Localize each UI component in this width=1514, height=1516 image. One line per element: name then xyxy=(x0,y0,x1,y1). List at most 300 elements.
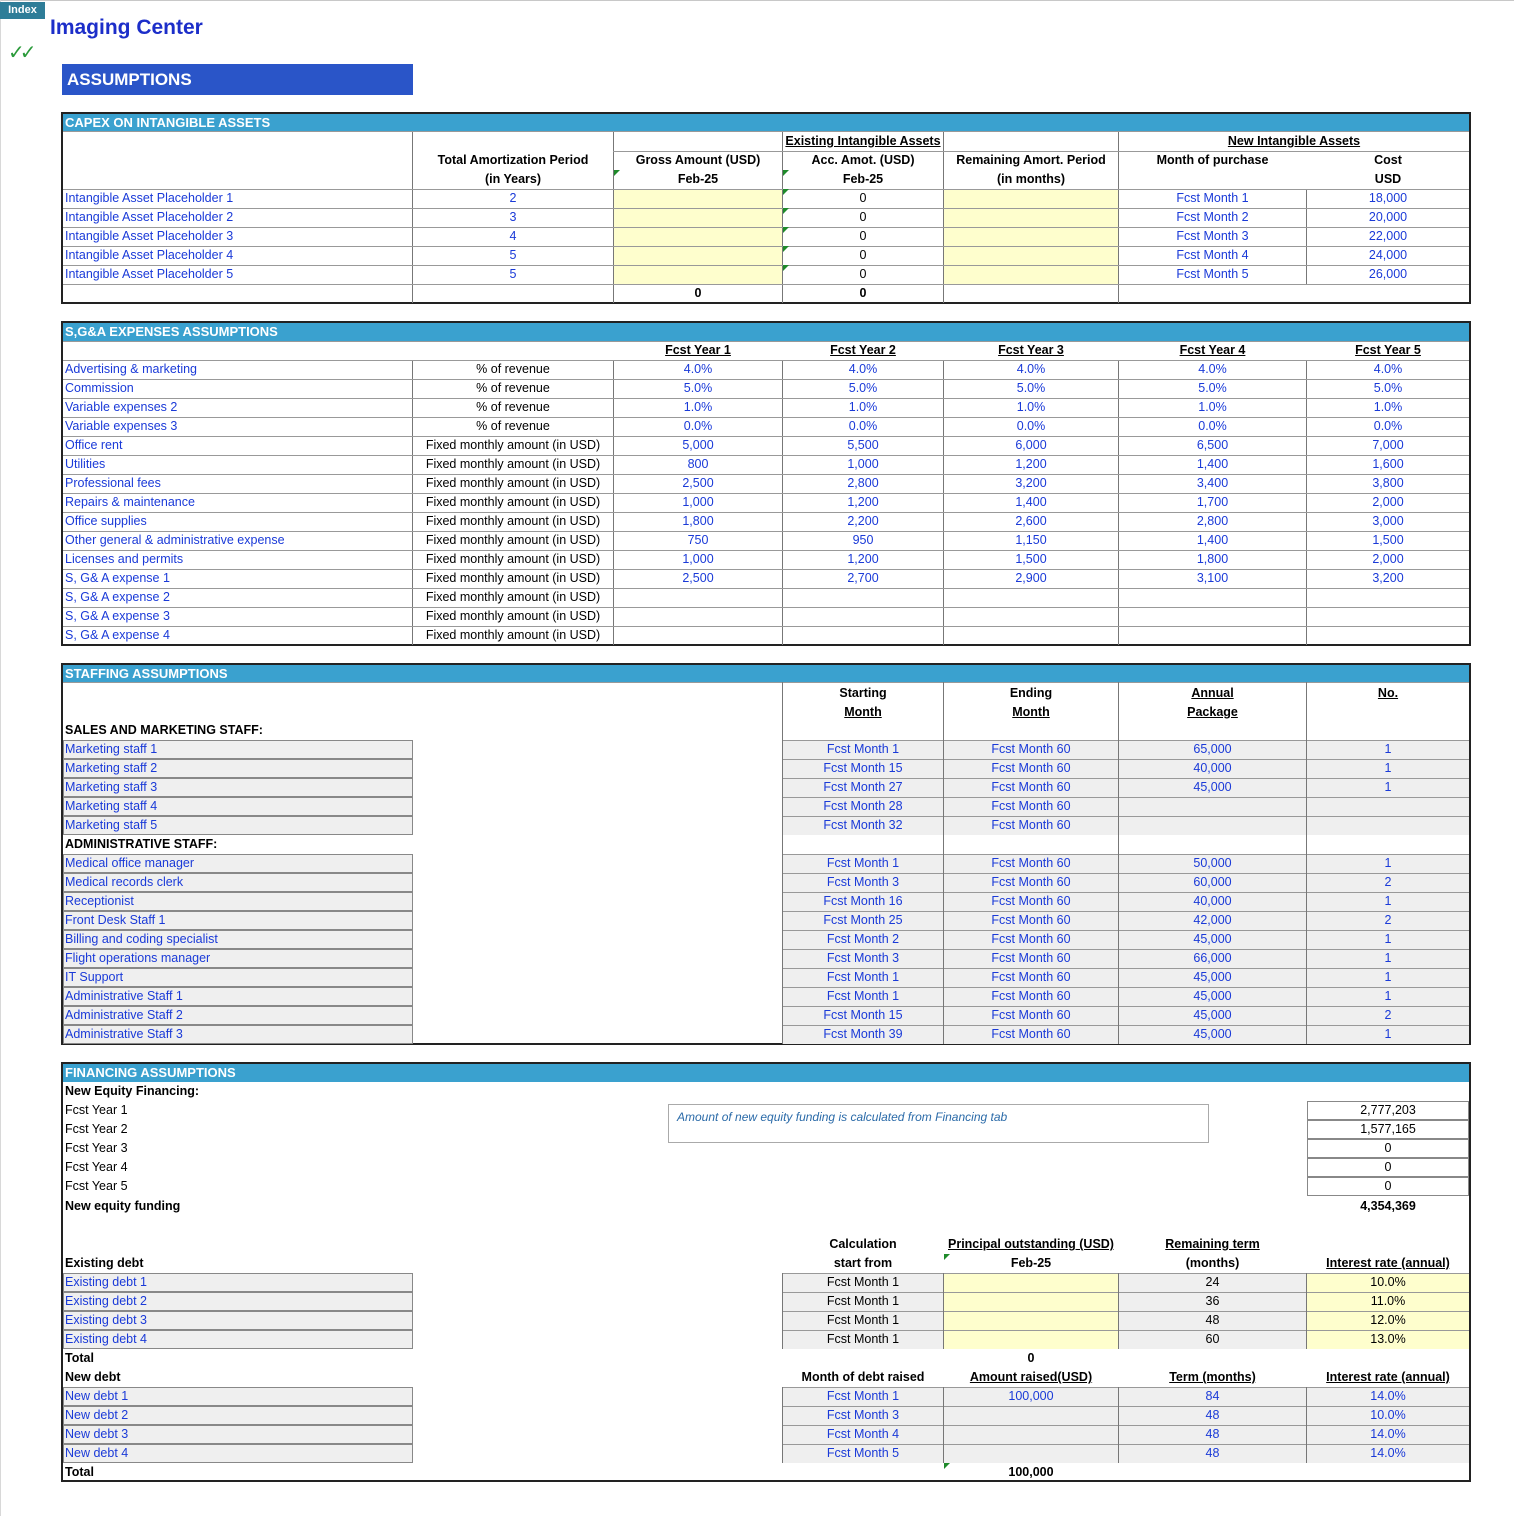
expense-value[interactable]: 5.0% xyxy=(848,381,878,395)
expense-value[interactable] xyxy=(1119,607,1306,626)
expense-value[interactable]: 5.0% xyxy=(1373,381,1403,395)
expense-basis: % of revenue xyxy=(476,400,550,414)
expense-value[interactable]: 3,200 xyxy=(1015,476,1047,490)
expense-value[interactable]: 2,800 xyxy=(1196,514,1229,528)
expense-name[interactable]: Commission xyxy=(65,381,134,395)
expense-value[interactable] xyxy=(1119,588,1306,607)
staff-package[interactable] xyxy=(1119,797,1306,816)
grid-line xyxy=(782,854,783,1044)
staff-number[interactable]: 2 xyxy=(1384,913,1392,927)
expense-name[interactable]: S, G& A expense 1 xyxy=(65,571,170,585)
col-total-amort: Total Amortization Period xyxy=(437,153,589,167)
expense-value[interactable]: 5.0% xyxy=(1016,381,1046,395)
expense-basis: Fixed monthly amount (in USD) xyxy=(425,590,601,604)
equity-total: 4,354,369 xyxy=(1360,1199,1416,1213)
staff-end[interactable]: Fcst Month 60 xyxy=(991,989,1071,1003)
col-month: Month of purchase xyxy=(1156,153,1269,167)
staff-package[interactable]: 40,000 xyxy=(1193,894,1232,908)
col-principal-sub: Feb-25 xyxy=(1010,1256,1052,1270)
asset-acc: 0 xyxy=(859,210,867,224)
existing-debt-term: 60 xyxy=(1205,1332,1220,1346)
admin-staff-label: ADMINISTRATIVE STAFF: xyxy=(65,837,218,851)
expense-value[interactable]: 4.0% xyxy=(1198,362,1227,376)
remaining-input xyxy=(944,266,1118,284)
new-debt-name[interactable]: New debt 4 xyxy=(65,1446,129,1460)
staff-number[interactable]: 1 xyxy=(1384,780,1392,794)
existing-debt-rate[interactable]: 12.0% xyxy=(1370,1313,1406,1327)
grid-line xyxy=(943,1273,944,1349)
col-start-sub: Month xyxy=(844,705,882,719)
expense-value[interactable]: 0.0% xyxy=(1373,419,1403,433)
expense-value[interactable]: 2,500 xyxy=(682,571,714,585)
expense-basis: Fixed monthly amount (in USD) xyxy=(425,609,601,623)
expense-value[interactable]: 2,200 xyxy=(847,514,879,528)
expense-value[interactable]: 1.0% xyxy=(848,400,878,414)
new-debt-term[interactable]: 48 xyxy=(1205,1408,1220,1422)
staff-start[interactable]: Fcst Month 15 xyxy=(823,1008,903,1022)
expense-name[interactable]: Repairs & maintenance xyxy=(65,495,195,509)
staff-package[interactable]: 45,000 xyxy=(1193,970,1232,984)
staff-start[interactable]: Fcst Month 15 xyxy=(823,761,903,775)
top-border xyxy=(0,0,1514,1)
expense-value[interactable]: 4.0% xyxy=(683,362,713,376)
expense-value[interactable]: 1,500 xyxy=(1372,533,1404,547)
staff-end[interactable]: Fcst Month 60 xyxy=(991,970,1071,984)
new-debt-month[interactable]: Fcst Month 3 xyxy=(826,1408,900,1422)
new-total-label: Total xyxy=(65,1465,94,1479)
expense-value[interactable]: 5,000 xyxy=(682,438,714,452)
expense-value[interactable]: 2,800 xyxy=(847,476,879,490)
gross-input xyxy=(614,228,782,246)
staff-end[interactable]: Fcst Month 60 xyxy=(991,1008,1071,1022)
grid-line xyxy=(782,1273,783,1349)
staff-start[interactable]: Fcst Month 39 xyxy=(823,1027,903,1041)
equity-year: Fcst Year 2 xyxy=(65,1122,128,1136)
expense-value[interactable]: 3,800 xyxy=(1372,476,1404,490)
expense-value[interactable]: 2,900 xyxy=(1015,571,1047,585)
comment-marker-icon xyxy=(783,265,789,271)
staff-end[interactable]: Fcst Month 60 xyxy=(991,799,1071,813)
staff-name[interactable]: Administrative Staff 2 xyxy=(65,1008,183,1022)
existing-debt-start: Fcst Month 1 xyxy=(826,1275,900,1289)
asset-name[interactable]: Intangible Asset Placeholder 3 xyxy=(65,229,234,243)
staff-name[interactable]: Marketing staff 1 xyxy=(65,742,158,756)
staff-start[interactable]: Fcst Month 3 xyxy=(826,951,900,965)
expense-value[interactable] xyxy=(614,607,782,626)
existing-debt-name[interactable]: Existing debt 4 xyxy=(65,1332,147,1346)
page-title: Imaging Center xyxy=(50,16,203,39)
staff-start[interactable]: Fcst Month 2 xyxy=(826,932,900,946)
expense-value[interactable]: 950 xyxy=(852,533,874,547)
existing-debt-start: Fcst Month 1 xyxy=(826,1332,900,1346)
staff-name[interactable]: Administrative Staff 3 xyxy=(65,1027,183,1041)
year-header: Fcst Year 3 xyxy=(998,343,1064,357)
equity-value: 1,577,165 xyxy=(1360,1122,1416,1136)
new-debt-amount[interactable] xyxy=(944,1406,1118,1425)
staff-name[interactable]: IT Support xyxy=(65,970,124,984)
staff-end[interactable]: Fcst Month 60 xyxy=(991,818,1071,832)
new-debt-month[interactable]: Fcst Month 5 xyxy=(826,1446,900,1460)
existing-debt-rate[interactable]: 11.0% xyxy=(1370,1294,1406,1308)
staff-number[interactable]: 1 xyxy=(1384,856,1392,870)
staff-name[interactable]: Front Desk Staff 1 xyxy=(65,913,166,927)
staff-end[interactable]: Fcst Month 60 xyxy=(991,951,1071,965)
equity-year: Fcst Year 3 xyxy=(65,1141,128,1155)
existing-debt-label: Existing debt xyxy=(65,1256,144,1270)
col-end-sub: Month xyxy=(1012,705,1050,719)
expense-value[interactable] xyxy=(1307,588,1469,607)
col-acc-sub: Feb-25 xyxy=(842,172,884,186)
expense-value[interactable]: 6,000 xyxy=(1015,438,1047,452)
new-debt-label: New debt xyxy=(65,1370,121,1384)
col-remaining: Remaining Amort. Period xyxy=(956,153,1106,167)
staff-number[interactable]: 1 xyxy=(1384,932,1392,946)
staff-number[interactable]: 1 xyxy=(1384,761,1392,775)
staff-name[interactable]: Marketing staff 2 xyxy=(65,761,158,775)
staff-number[interactable]: 1 xyxy=(1384,951,1392,965)
expense-name[interactable]: S, G& A expense 2 xyxy=(65,590,170,604)
expense-value[interactable]: 3,400 xyxy=(1196,476,1229,490)
expense-value[interactable]: 1,400 xyxy=(1196,533,1229,547)
staff-number[interactable]: 1 xyxy=(1384,1027,1392,1041)
new-debt-term[interactable]: 48 xyxy=(1205,1427,1220,1441)
existing-debt-name[interactable]: Existing debt 3 xyxy=(65,1313,147,1327)
staff-name[interactable]: Marketing staff 4 xyxy=(65,799,158,813)
staff-package[interactable]: 65,000 xyxy=(1193,742,1232,756)
expense-value[interactable]: 4.0% xyxy=(1373,362,1403,376)
new-debt-amount[interactable] xyxy=(944,1444,1118,1463)
asset-name[interactable]: Intangible Asset Placeholder 2 xyxy=(65,210,234,224)
col-calc-sub: start from xyxy=(833,1256,893,1270)
asset-cost[interactable]: 20,000 xyxy=(1368,210,1408,224)
existing-debt-term: 36 xyxy=(1205,1294,1220,1308)
expense-value[interactable] xyxy=(783,588,943,607)
staff-package[interactable]: 66,000 xyxy=(1193,951,1232,965)
staff-name[interactable]: Administrative Staff 1 xyxy=(65,989,183,1003)
expense-value[interactable]: 1,150 xyxy=(1015,533,1047,547)
asset-period[interactable]: 5 xyxy=(509,248,517,262)
expense-name[interactable]: Licenses and permits xyxy=(65,552,184,566)
grid-line xyxy=(782,1387,783,1463)
expense-value[interactable]: 1.0% xyxy=(1016,400,1046,414)
new-debt-amount[interactable] xyxy=(944,1425,1118,1444)
new-debt-rate[interactable]: 14.0% xyxy=(1370,1389,1406,1403)
staff-start[interactable]: Fcst Month 1 xyxy=(826,989,900,1003)
asset-acc: 0 xyxy=(859,191,867,205)
col-cost: Cost xyxy=(1374,153,1402,167)
expense-name[interactable]: Advertising & marketing xyxy=(65,362,198,376)
new-debt-rate[interactable]: 14.0% xyxy=(1370,1446,1406,1460)
expense-name[interactable]: Variable expenses 3 xyxy=(65,419,178,433)
expense-value[interactable] xyxy=(783,607,943,626)
equity-label: New Equity Financing: xyxy=(65,1084,200,1098)
staff-end[interactable]: Fcst Month 60 xyxy=(991,780,1071,794)
expense-name[interactable]: Professional fees xyxy=(65,476,161,490)
expense-value[interactable]: 1,000 xyxy=(682,495,714,509)
col-number: No. xyxy=(1377,686,1399,700)
expense-value[interactable]: 5.0% xyxy=(683,381,713,395)
comment-marker-icon xyxy=(783,170,789,176)
new-debt-name[interactable]: New debt 1 xyxy=(65,1389,129,1403)
staff-end[interactable]: Fcst Month 60 xyxy=(991,913,1071,927)
expense-value[interactable]: 1,400 xyxy=(1015,495,1047,509)
expense-value[interactable]: 6,500 xyxy=(1196,438,1229,452)
expense-name[interactable]: S, G& A expense 3 xyxy=(65,609,170,623)
expense-value[interactable]: 5,500 xyxy=(847,438,879,452)
expense-value[interactable]: 2,600 xyxy=(1015,514,1047,528)
staff-start[interactable]: Fcst Month 16 xyxy=(823,894,903,908)
existing-total-label: Total xyxy=(65,1351,94,1365)
new-debt-name[interactable]: New debt 3 xyxy=(65,1427,129,1441)
expense-value[interactable] xyxy=(614,626,782,645)
expense-value[interactable] xyxy=(944,588,1118,607)
staff-end[interactable]: Fcst Month 60 xyxy=(991,875,1071,889)
staff-number[interactable]: 1 xyxy=(1384,970,1392,984)
expense-value[interactable]: 0.0% xyxy=(683,419,713,433)
staff-end[interactable]: Fcst Month 60 xyxy=(991,932,1071,946)
staff-start[interactable]: Fcst Month 27 xyxy=(823,780,903,794)
expense-value[interactable]: 2,500 xyxy=(682,476,714,490)
asset-name[interactable]: Intangible Asset Placeholder 4 xyxy=(65,248,234,262)
expense-value[interactable]: 3,100 xyxy=(1196,571,1229,585)
existing-debt-rate[interactable]: 13.0% xyxy=(1370,1332,1406,1346)
new-debt-term[interactable]: 48 xyxy=(1205,1446,1220,1460)
staffing-title: STAFFING ASSUMPTIONS xyxy=(63,665,1469,683)
asset-period[interactable]: 3 xyxy=(509,210,517,224)
new-debt-month[interactable]: Fcst Month 1 xyxy=(826,1389,900,1403)
grid-line xyxy=(1118,740,1119,835)
staff-number[interactable]: 1 xyxy=(1384,894,1392,908)
expense-value[interactable] xyxy=(1307,626,1469,645)
staff-start[interactable]: Fcst Month 3 xyxy=(826,875,900,889)
expense-basis: Fixed monthly amount (in USD) xyxy=(425,533,601,547)
expense-basis: Fixed monthly amount (in USD) xyxy=(425,476,601,490)
expense-value[interactable]: 1,800 xyxy=(1196,552,1229,566)
gross-input xyxy=(614,209,782,227)
asset-month[interactable]: Fcst Month 5 xyxy=(1176,267,1249,281)
col-term-sub: (months) xyxy=(1185,1256,1240,1270)
staff-package[interactable]: 45,000 xyxy=(1193,780,1232,794)
expense-value[interactable] xyxy=(1119,626,1306,645)
expense-basis: Fixed monthly amount (in USD) xyxy=(425,457,601,471)
staff-package[interactable]: 42,000 xyxy=(1193,913,1232,927)
grid-line xyxy=(943,854,944,1044)
expense-value[interactable] xyxy=(1307,607,1469,626)
expense-basis: Fixed monthly amount (in USD) xyxy=(425,438,601,452)
staff-start[interactable]: Fcst Month 1 xyxy=(826,742,900,756)
new-debt-term[interactable]: 84 xyxy=(1205,1389,1220,1403)
expense-value[interactable]: 5.0% xyxy=(1198,381,1227,395)
equity-value: 0 xyxy=(1384,1141,1392,1155)
staff-end[interactable]: Fcst Month 60 xyxy=(991,894,1071,908)
staff-name[interactable]: Flight operations manager xyxy=(65,951,211,965)
expense-value[interactable]: 1,700 xyxy=(1196,495,1229,509)
expense-value[interactable]: 0.0% xyxy=(1016,419,1046,433)
expense-value[interactable]: 3,200 xyxy=(1372,571,1404,585)
staff-number[interactable] xyxy=(1307,797,1469,816)
remaining-input xyxy=(944,209,1118,227)
year-header: Fcst Year 4 xyxy=(1179,343,1246,357)
capex-title: CAPEX ON INTANGIBLE ASSETS xyxy=(63,114,1469,132)
expense-value[interactable]: 2,000 xyxy=(1372,552,1404,566)
staff-name[interactable]: Marketing staff 5 xyxy=(65,818,158,832)
expense-value[interactable] xyxy=(944,607,1118,626)
expense-name[interactable]: Office rent xyxy=(65,438,123,452)
expense-value[interactable]: 1,800 xyxy=(682,514,714,528)
new-debt-month[interactable]: Fcst Month 4 xyxy=(826,1427,900,1441)
equity-year: Fcst Year 1 xyxy=(65,1103,128,1117)
grid-line xyxy=(1118,854,1119,1044)
comment-marker-icon xyxy=(783,227,789,233)
new-assets-header: New Intangible Assets xyxy=(1227,134,1361,148)
staff-name[interactable]: Marketing staff 3 xyxy=(65,780,158,794)
expense-value[interactable]: 1,200 xyxy=(1015,457,1047,471)
comment-marker-icon xyxy=(944,1254,950,1260)
expense-value[interactable]: 2,700 xyxy=(847,571,879,585)
col-total-amort-sub: (in Years) xyxy=(484,172,542,186)
expense-value[interactable] xyxy=(783,626,943,645)
principal-input xyxy=(944,1273,1118,1292)
col-gross: Gross Amount (USD) xyxy=(635,153,761,167)
new-debt-rate[interactable]: 10.0% xyxy=(1370,1408,1406,1422)
asset-period[interactable]: 5 xyxy=(509,267,517,281)
col-nrate: Interest rate (annual) xyxy=(1326,1370,1450,1384)
grid-line xyxy=(1306,1387,1307,1463)
expense-value[interactable]: 2,000 xyxy=(1372,495,1404,509)
staff-package[interactable]: 60,000 xyxy=(1193,875,1232,889)
col-remaining-sub: (in months) xyxy=(996,172,1066,186)
staff-number[interactable] xyxy=(1307,816,1469,835)
staff-end[interactable]: Fcst Month 60 xyxy=(991,1027,1071,1041)
asset-cost[interactable]: 18,000 xyxy=(1368,191,1408,205)
asset-month[interactable]: Fcst Month 1 xyxy=(1176,191,1249,205)
expense-value[interactable]: 3,000 xyxy=(1372,514,1404,528)
expense-value[interactable] xyxy=(944,626,1118,645)
asset-name[interactable]: Intangible Asset Placeholder 5 xyxy=(65,267,234,281)
expense-value[interactable]: 0.0% xyxy=(1198,419,1227,433)
expense-value[interactable]: 1.0% xyxy=(1373,400,1403,414)
expense-value[interactable]: 1,200 xyxy=(847,495,879,509)
col-amount: Amount raised(USD) xyxy=(969,1370,1093,1384)
staff-end[interactable]: Fcst Month 60 xyxy=(991,761,1071,775)
expense-value[interactable]: 7,000 xyxy=(1372,438,1404,452)
existing-debt-start: Fcst Month 1 xyxy=(826,1294,900,1308)
staff-number[interactable]: 2 xyxy=(1384,875,1392,889)
staff-end[interactable]: Fcst Month 60 xyxy=(991,742,1071,756)
asset-period[interactable]: 4 xyxy=(509,229,517,243)
expense-value[interactable]: 1,000 xyxy=(682,552,714,566)
staff-package[interactable]: 45,000 xyxy=(1193,989,1232,1003)
staff-package[interactable]: 45,000 xyxy=(1193,932,1232,946)
grid-line xyxy=(1306,740,1307,835)
staff-package[interactable] xyxy=(1119,816,1306,835)
expense-value[interactable] xyxy=(614,588,782,607)
expense-value[interactable]: 1.0% xyxy=(683,400,713,414)
asset-cost[interactable]: 24,000 xyxy=(1368,248,1408,262)
expense-value[interactable]: 1,000 xyxy=(847,457,879,471)
sga-title: S,G&A EXPENSES ASSUMPTIONS xyxy=(63,323,1469,341)
staff-number[interactable]: 2 xyxy=(1384,1008,1392,1022)
existing-total: 0 xyxy=(1027,1351,1035,1365)
expense-name[interactable]: S, G& A expense 4 xyxy=(65,628,170,642)
expense-name[interactable]: Variable expenses 2 xyxy=(65,400,178,414)
total-gross: 0 xyxy=(694,286,702,300)
expense-value[interactable]: 1.0% xyxy=(1198,400,1227,414)
staff-start[interactable]: Fcst Month 28 xyxy=(823,799,903,813)
assumptions-banner: ASSUMPTIONS xyxy=(62,64,413,95)
grid-line xyxy=(1306,854,1307,1044)
index-button[interactable]: Index xyxy=(0,2,45,19)
expense-basis: Fixed monthly amount (in USD) xyxy=(425,552,601,566)
staff-start[interactable]: Fcst Month 32 xyxy=(823,818,903,832)
expense-value[interactable]: 1,600 xyxy=(1372,457,1404,471)
expense-value[interactable]: 0.0% xyxy=(848,419,878,433)
principal-input xyxy=(944,1330,1118,1349)
asset-cost[interactable]: 22,000 xyxy=(1368,229,1408,243)
grid-line xyxy=(943,740,944,835)
staff-number[interactable]: 1 xyxy=(1384,742,1392,756)
staff-start[interactable]: Fcst Month 25 xyxy=(823,913,903,927)
expense-value[interactable]: 1,200 xyxy=(847,552,879,566)
existing-assets-header: Existing Intangible Assets xyxy=(785,134,941,148)
asset-month[interactable]: Fcst Month 3 xyxy=(1176,229,1249,243)
new-debt-name[interactable]: New debt 2 xyxy=(65,1408,129,1422)
existing-debt-name[interactable]: Existing debt 1 xyxy=(65,1275,147,1289)
asset-month[interactable]: Fcst Month 4 xyxy=(1176,248,1249,262)
expense-value[interactable]: 1,400 xyxy=(1196,457,1229,471)
asset-acc: 0 xyxy=(859,248,867,262)
staff-package[interactable]: 40,000 xyxy=(1193,761,1232,775)
expense-value[interactable]: 1,500 xyxy=(1015,552,1047,566)
expense-value[interactable]: 4.0% xyxy=(1016,362,1046,376)
asset-month[interactable]: Fcst Month 2 xyxy=(1176,210,1249,224)
existing-debt-term: 24 xyxy=(1205,1275,1220,1289)
staff-package[interactable]: 45,000 xyxy=(1193,1027,1232,1041)
principal-input xyxy=(944,1311,1118,1330)
staff-number[interactable]: 1 xyxy=(1384,989,1392,1003)
expense-value[interactable]: 750 xyxy=(687,533,709,547)
staff-package[interactable]: 50,000 xyxy=(1193,856,1232,870)
existing-debt-start: Fcst Month 1 xyxy=(826,1313,900,1327)
expense-value[interactable]: 4.0% xyxy=(848,362,878,376)
equity-year: Fcst Year 4 xyxy=(65,1160,128,1174)
existing-debt-rate[interactable]: 10.0% xyxy=(1370,1275,1406,1289)
asset-cost[interactable]: 26,000 xyxy=(1368,267,1408,281)
staff-name[interactable]: Medical records clerk xyxy=(65,875,184,889)
new-debt-rate[interactable]: 14.0% xyxy=(1370,1427,1406,1441)
expense-name[interactable]: Office supplies xyxy=(65,514,147,528)
staff-name[interactable]: Medical office manager xyxy=(65,856,195,870)
staff-end[interactable]: Fcst Month 60 xyxy=(991,856,1071,870)
expense-name[interactable]: Utilities xyxy=(65,457,106,471)
expense-value[interactable]: 800 xyxy=(687,457,709,471)
col-cost-sub: USD xyxy=(1374,172,1402,186)
asset-period[interactable]: 2 xyxy=(509,191,517,205)
new-debt-amount[interactable]: 100,000 xyxy=(1008,1389,1054,1403)
expense-name[interactable]: Other general & administrative expense xyxy=(65,533,285,547)
staff-name[interactable]: Receptionist xyxy=(65,894,134,908)
col-end: Ending xyxy=(1009,686,1053,700)
staff-name[interactable]: Billing and coding specialist xyxy=(65,932,218,946)
total-acc: 0 xyxy=(859,286,867,300)
grid-line xyxy=(1118,1273,1119,1349)
staff-package[interactable]: 45,000 xyxy=(1193,1008,1232,1022)
existing-debt-name[interactable]: Existing debt 2 xyxy=(65,1294,147,1308)
staff-start[interactable]: Fcst Month 1 xyxy=(826,970,900,984)
expense-basis: Fixed monthly amount (in USD) xyxy=(425,571,601,585)
asset-name[interactable]: Intangible Asset Placeholder 1 xyxy=(65,191,234,205)
staff-start[interactable]: Fcst Month 1 xyxy=(826,856,900,870)
